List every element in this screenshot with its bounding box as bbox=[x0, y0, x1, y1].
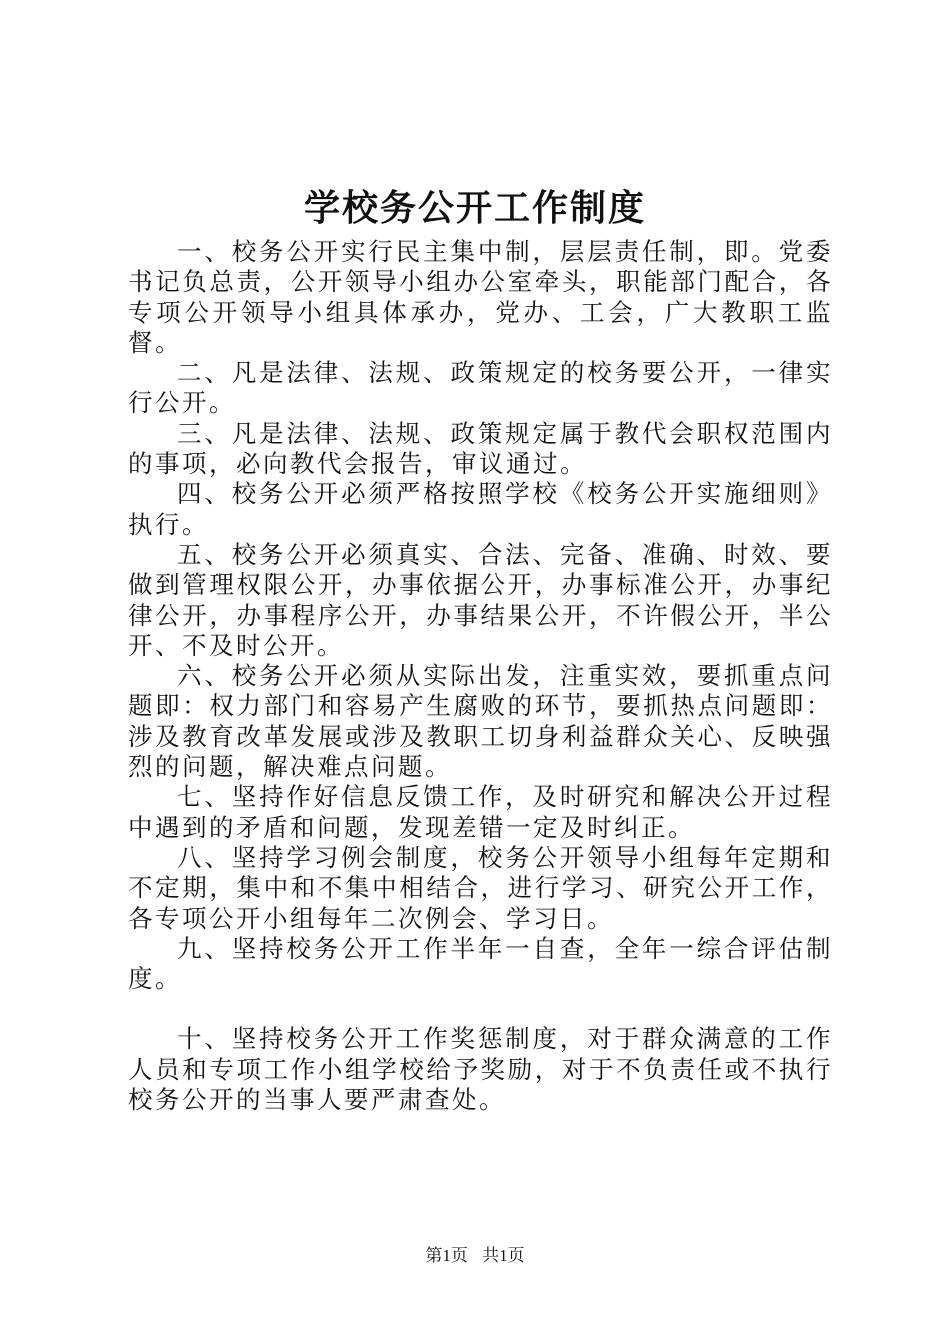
page-footer bbox=[0, 1244, 950, 1268]
page-total: 共1页 bbox=[482, 1246, 525, 1265]
document-title: 学校务公开工作制度 bbox=[303, 187, 646, 229]
paragraph-2: 二、凡是法律、法规、政策规定的校务要公开，一律实行公开。 bbox=[128, 358, 833, 418]
paragraph-6: 六、校务公开必须从实际出发，注重实效，要抓重点问题即：权力部门和容易产生腐败的环节，要抓热点问题即：涉及教育改革发展或涉及教职工切身利益群众关心、反映强烈的问题，解决难点问题。 bbox=[128, 661, 833, 782]
paragraph-9: 九、坚持校务公开工作半年一自查，全年一综合评估制度。 bbox=[128, 933, 833, 994]
paragraph-3: 三、凡是法律、法规、政策规定属于教代会职权范围内的事项，必向教代会报告，审议通过。 bbox=[128, 418, 833, 479]
paragraph-8: 八、坚持学习例会制度，校务公开领导小组每年定期和不定期，集中和不集中相结合，进行学习、研究公开工作，各专项公开小组每年二次例会、学习日。 bbox=[128, 842, 833, 933]
paragraph-1: 一、校务公开实行民主集中制，层层责任制，即。党委书记负总责，公开领导小组办公室牵头，职能部门配合，各专项公开领导小组具体承办，党办、工会，广大教职工监督。 bbox=[128, 237, 833, 357]
page-number: 第1页 bbox=[425, 1246, 468, 1265]
paragraph-10: 十、坚持校务公开工作奖惩制度，对于群众满意的工作人员和专项工作小组学校给予奖励，对于不负责任或不执行校务公开的当事人要严肃查处。 bbox=[128, 1024, 833, 1115]
document-body bbox=[128, 237, 833, 1115]
paragraph-7: 七、坚持作好信息反馈工作，及时研究和解决公开过程中遇到的矛盾和问题，发现差错一定及时纠正。 bbox=[128, 782, 833, 842]
paragraph-5: 五、校务公开必须真实、合法、完备、准确、时效、要做到管理权限公开，办事依据公开，办事标准公开，办事纪律公开，办事程序公开，办事结果公开，不许假公开，半公开、不及时公开。 bbox=[128, 539, 833, 660]
paragraph-4: 四、校务公开必须严格按照学校《校务公开实施细则》执行。 bbox=[128, 479, 833, 539]
